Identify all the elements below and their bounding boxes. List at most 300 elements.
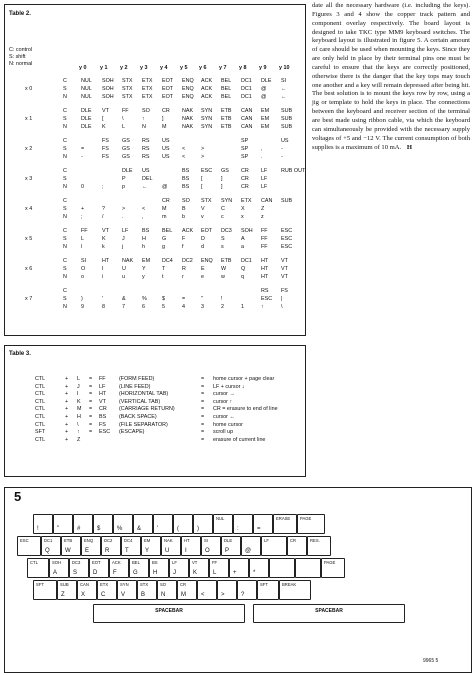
code-cell: EM (142, 258, 151, 264)
key-char-label: U (165, 548, 170, 554)
keyboard-key (49, 558, 69, 578)
row-group-label: x 4 (25, 206, 33, 212)
column-header: y 1 (100, 65, 108, 71)
code-cell: ESC (201, 168, 213, 174)
table-cell: = (89, 391, 93, 398)
figure-number: 5 (14, 489, 22, 504)
table-cell: L (77, 376, 80, 382)
code-cell: EM (261, 108, 270, 114)
key-char-label: L (213, 570, 217, 576)
code-cell: BS (182, 168, 190, 174)
body-paragraph: date all the necessary hardware (i.e. including the keys). Figures 3 and 4 show the copper track pattern and component overlay respectively. The board layout is designed to take TKC type MM9 keyboard switches. The keyboard layout is illustrated in figure 5. A certain amount of care should be used when mounting the keys. Since they are only held in place by their terminal pins one must be careful to ensure that the keys are correctly positioned, otherwise there is the danger that the key tops may touch one another and a key will remain depressed after being hit. The best solution is to mount the keys row by row, using a jig or template to hold the keys in place. The connections between the keyboard and receiver section of the terminal are best made using ribbon cable, via which the keyboard can simultaneously be provided with the necessary supply voltages of +5 and −12 V. The current consumption of both supplies is a maximum of 10 mA. (312, 2, 470, 151)
key-char-label: D (93, 570, 98, 576)
key-char-label: M (181, 592, 186, 598)
code-cell: RS (142, 138, 150, 144)
code-cell: U (122, 266, 126, 272)
table-row (5, 437, 305, 445)
code-cell: ← (281, 94, 287, 100)
keyboard-key (177, 580, 197, 600)
table-cell: CTL (35, 414, 46, 420)
key-char-label: ! (37, 526, 39, 532)
modifier-cell: C (63, 198, 67, 204)
key-code-label: DLE (224, 538, 233, 543)
code-cell: 7 (122, 304, 125, 310)
table-cell: \ (77, 421, 79, 428)
keyboard-key (217, 580, 237, 600)
table-cell: J (77, 383, 80, 390)
code-cell: ↑ (142, 116, 145, 122)
keyboard-key (153, 514, 173, 534)
column-header: y 2 (120, 65, 128, 71)
keyboard-key (73, 514, 93, 534)
column-header: y 0 (79, 65, 87, 71)
table-cell: = (201, 383, 205, 390)
keyboard-key (117, 580, 137, 600)
table-cell: (FILE SEPARATOR) (119, 421, 168, 428)
code-cell: i (102, 274, 104, 280)
table-row (5, 78, 305, 86)
code-cell: 0 (81, 184, 84, 190)
code-cell: EM (261, 124, 270, 130)
code-cell: DC1 (241, 94, 252, 100)
modifier-cell: S (63, 86, 67, 92)
key-char-label: G (133, 570, 138, 576)
code-cell: CAN (241, 124, 253, 130)
column-header: y 8 (239, 65, 247, 71)
modifier-cell: N (63, 244, 67, 250)
spacebar-key (253, 604, 405, 623)
keyboard-key (77, 580, 97, 600)
key-code-label: ACK (112, 560, 121, 565)
code-cell: US (162, 146, 170, 152)
code-cell: ETX (142, 86, 153, 92)
table-cell: LF (99, 383, 106, 390)
key-code-label: LF (172, 560, 177, 565)
key-code-label: SUB (60, 582, 69, 587)
key-code-label: RES. (310, 538, 320, 543)
code-cell: f (182, 244, 184, 250)
code-cell: VT (281, 258, 288, 264)
key-char-label: = (257, 526, 261, 532)
code-cell: NAK (182, 108, 194, 114)
code-cell: ' (102, 296, 104, 302)
keyboard-key (97, 580, 117, 600)
code-cell: SOH (102, 94, 114, 100)
code-cell: = (81, 146, 85, 152)
key-code-label: NUL (216, 516, 225, 521)
code-cell: ESC (261, 296, 273, 302)
code-cell: E (201, 266, 205, 272)
code-cell: CR (241, 168, 249, 174)
key-code-label: ERASE (276, 516, 291, 521)
table-cell: CTL (35, 421, 46, 428)
keyboard-key (273, 514, 297, 534)
code-cell: " (201, 296, 203, 302)
code-cell: 9 (81, 304, 84, 310)
table-row (5, 288, 305, 296)
code-cell: . (122, 214, 124, 220)
code-cell: C (221, 206, 225, 212)
code-cell: GS (221, 168, 229, 174)
keyboard-key (109, 558, 129, 578)
code-cell: L (81, 236, 84, 242)
keyboard-key (193, 514, 213, 534)
keyboard-key (221, 536, 241, 556)
code-cell: FS (102, 146, 109, 152)
table-row (5, 176, 305, 184)
key-char-label: ? (241, 592, 245, 598)
keyboard-key (237, 580, 257, 600)
key-code-label: CR (180, 582, 187, 587)
code-cell: FF (261, 236, 268, 242)
table-row (5, 274, 305, 282)
code-cell: < (182, 146, 186, 152)
code-cell: DC3 (221, 228, 232, 234)
code-cell: FS (102, 138, 109, 144)
code-cell: BEL (221, 94, 232, 100)
key-code-label: VT (192, 560, 198, 565)
key-char-label: R (105, 548, 110, 554)
keyboard-key (101, 536, 121, 556)
modifier-cell: C (63, 228, 67, 234)
code-cell: m (162, 214, 167, 220)
keyboard-key (213, 514, 233, 534)
code-cell: F (182, 236, 186, 242)
code-cell: SI (81, 258, 87, 264)
key-code-label: DC2 (104, 538, 113, 543)
key-code-label: SI (204, 538, 208, 543)
spacebar-label: SPACEBAR (315, 608, 343, 614)
key-char-label: V (121, 592, 126, 598)
code-cell: NUL (81, 86, 92, 92)
table-cell: (CARRIAGE RETURN) (119, 406, 175, 413)
code-cell: SYN (221, 198, 233, 204)
key-code-label: EOT (92, 560, 101, 565)
code-cell: DLE (81, 116, 92, 122)
key-char-label: T (125, 548, 129, 554)
modifier-cell: N (63, 304, 67, 310)
table-row (5, 116, 305, 124)
code-cell: SYN (201, 108, 213, 114)
code-cell: x (241, 214, 244, 220)
code-cell: HT (261, 258, 269, 264)
code-cell: EOT (162, 86, 174, 92)
code-cell: 2 (221, 304, 224, 310)
keyboard-key (89, 558, 109, 578)
code-cell: BEL (221, 78, 232, 84)
keyboard-key (157, 580, 177, 600)
table-row (5, 86, 305, 94)
code-cell: M (162, 206, 167, 212)
key-code-label: CTL (30, 560, 38, 565)
table-cell: CTL (35, 376, 46, 382)
keyboard-key (201, 536, 221, 556)
keyboard-key (149, 558, 169, 578)
key-code-label: SFT (36, 582, 44, 587)
code-cell: W (221, 266, 227, 272)
keyboard-key (295, 558, 321, 578)
code-cell: EM (261, 116, 270, 122)
modifier-cell: S (63, 116, 67, 122)
code-cell: HT (102, 258, 110, 264)
keyboard-key (27, 558, 49, 578)
table-cell: (FORM FEED) (119, 376, 155, 382)
table-2-column-headers (5, 65, 305, 73)
key-code-label: CR (290, 538, 297, 543)
key-code-label: PAGE (324, 560, 336, 565)
table-row (5, 206, 305, 214)
code-cell: S (221, 236, 225, 242)
code-cell: RS (142, 146, 150, 152)
code-cell: j (122, 244, 124, 250)
code-cell: , (142, 214, 144, 220)
keyboard-key (141, 536, 161, 556)
code-cell: SO (182, 198, 190, 204)
code-cell: R (182, 266, 186, 272)
key-char-label: Y (145, 548, 150, 554)
modifier-cell: S (63, 296, 67, 302)
key-char-label: : (237, 526, 239, 532)
code-cell: - (81, 154, 83, 160)
code-cell: ENQ (201, 258, 213, 264)
spacebar-label: SPACEBAR (155, 608, 183, 614)
code-cell: SYN (201, 116, 213, 122)
code-cell: SUB (281, 124, 293, 130)
key-char-label: N (161, 592, 166, 598)
modifier-cell: C (63, 108, 67, 114)
keyboard-key (129, 558, 149, 578)
key-char-label: W (65, 548, 71, 554)
code-cell: STX (122, 78, 133, 84)
code-cell: A (241, 236, 245, 242)
table-cell: FF (99, 376, 106, 382)
table-cell: + (65, 414, 69, 420)
key-char-label: * (253, 570, 256, 576)
key-char-label: B (141, 592, 146, 598)
code-cell: $ (162, 296, 165, 302)
spacebar-key (93, 604, 245, 623)
table-2 (4, 4, 306, 336)
code-cell: SO (142, 108, 150, 114)
key-code-label: ESC (20, 538, 29, 543)
table-row (5, 236, 305, 244)
code-cell: X (241, 206, 245, 212)
key-char-label: X (81, 592, 86, 598)
code-cell: FF (122, 108, 129, 114)
key-code-label: SOH (52, 560, 62, 565)
code-cell: > (201, 146, 205, 152)
key-char-label: & (137, 526, 142, 532)
table-cell: + (65, 429, 69, 436)
column-header: y 3 (140, 65, 148, 71)
code-cell: = (182, 296, 186, 302)
table-cell: H (77, 414, 81, 420)
code-cell: VT (281, 266, 288, 272)
table-cell: LF + cursor ↓ (213, 383, 245, 390)
code-cell: EOT (162, 94, 174, 100)
table-cell: = (201, 436, 205, 443)
key-code-label: BREAK (282, 582, 297, 587)
keyboard-layout (5, 488, 471, 672)
table-cell: M (77, 406, 82, 413)
column-header: y 4 (160, 65, 168, 71)
code-cell: FF (81, 228, 88, 234)
code-cell: EOT (162, 78, 174, 84)
keyboard-key (197, 580, 217, 600)
code-cell: CR (241, 184, 249, 190)
table-cell: + (65, 436, 69, 443)
column-header: y 6 (199, 65, 207, 71)
key-code-label: ETX (100, 582, 109, 587)
table-row (5, 108, 305, 116)
keyboard-key (279, 580, 311, 600)
modifier-cell: S (63, 146, 67, 152)
code-cell: r (182, 274, 184, 280)
key-char-label: E (85, 548, 90, 554)
key-char-label: + (233, 570, 237, 576)
code-cell: ↑ (261, 304, 264, 310)
key-code-label: HT (184, 538, 190, 543)
code-cell: a (241, 244, 244, 250)
key-code-label: CAN (80, 582, 89, 587)
key-char-label: C (101, 592, 106, 598)
row-group-label: x 2 (25, 146, 33, 152)
code-cell: K (102, 124, 106, 130)
table-cell: cursor → (213, 391, 235, 398)
table-cell: = (89, 383, 93, 390)
table-row (5, 124, 305, 132)
code-cell: > (122, 206, 126, 212)
code-cell: SP (241, 138, 249, 144)
code-cell: SUB (281, 116, 293, 122)
table-cell: = (201, 391, 205, 398)
code-cell: y (142, 274, 145, 280)
key-code-label: DC4 (124, 538, 133, 543)
code-cell: B (182, 206, 186, 212)
code-cell: g (162, 244, 165, 250)
key-char-label: ' (157, 526, 159, 532)
table-cell: Z (77, 436, 81, 443)
key-char-label: @ (245, 548, 252, 554)
code-cell: > (201, 154, 205, 160)
key-code-label: BEL (132, 560, 140, 565)
code-cell: FF (261, 228, 268, 234)
table-cell: CR (99, 406, 107, 413)
table-row (5, 146, 305, 154)
table-cell: = (201, 421, 205, 428)
keyboard-key (133, 514, 153, 534)
code-cell: US (162, 138, 170, 144)
code-cell: o (81, 274, 84, 280)
code-cell: CR (241, 176, 249, 182)
table-cell: = (89, 398, 93, 405)
keyboard-key (161, 536, 181, 556)
modifier-cell: N (63, 274, 67, 280)
code-cell: T (162, 266, 166, 272)
code-cell: CAN (241, 116, 253, 122)
table-cell: + (65, 376, 69, 382)
table-cell: CR = erasure to end of line (213, 406, 278, 413)
table-cell: (VERTICAL TAB) (119, 398, 161, 405)
modifier-cell: N (63, 214, 67, 220)
table-row (5, 258, 305, 266)
code-cell: k (102, 244, 105, 250)
keyboard-key (17, 536, 41, 556)
table-cell: = (201, 376, 205, 382)
code-cell: LF (261, 184, 268, 190)
table-cell: (ESCAPE) (119, 429, 145, 436)
code-cell: D (201, 236, 205, 242)
table-cell: CTL (35, 398, 46, 405)
code-cell: DLE (81, 108, 92, 114)
keyboard-key (287, 536, 307, 556)
keyboard-key (33, 580, 57, 600)
modifier-cell: C (63, 138, 67, 144)
table-row (5, 266, 305, 274)
table-cell: cursor ↑ (213, 398, 233, 405)
code-cell: @ (162, 184, 168, 190)
code-cell: SUB (281, 108, 293, 114)
code-cell: BEL (162, 228, 173, 234)
keyboard-key (297, 514, 325, 534)
key-char-label: $ (97, 526, 101, 532)
code-cell: SOH (102, 86, 114, 92)
table-cell: = (89, 414, 93, 420)
code-cell: STX (122, 86, 133, 92)
code-cell: NAK (182, 124, 194, 130)
code-cell: t (162, 274, 164, 280)
code-cell: RUB OUT (281, 168, 306, 174)
table-cell: CTL (35, 406, 46, 413)
body-text-column (312, 2, 470, 152)
code-cell: VT (281, 274, 288, 280)
table-cell: home cursor (213, 421, 243, 428)
table-row (5, 154, 305, 162)
key-char-label: ( (177, 526, 179, 532)
code-cell: BS (182, 176, 190, 182)
modifier-cell: C (63, 78, 67, 84)
code-cell: ! (221, 296, 223, 302)
table-2-grid (5, 5, 305, 335)
code-cell: RS (261, 288, 269, 294)
key-char-label: H (153, 570, 158, 576)
key-code-label: SFT (260, 582, 268, 587)
code-cell: DLE (261, 78, 272, 84)
code-cell: [ (201, 184, 203, 190)
key-char-label: K (193, 570, 198, 576)
code-cell: % (142, 296, 147, 302)
row-group-label: x 3 (25, 176, 33, 182)
table-cell: I (77, 391, 79, 398)
code-cell: . (261, 154, 263, 160)
code-cell: SP (241, 154, 249, 160)
code-cell: ETX (142, 78, 153, 84)
keyboard-key (261, 536, 287, 556)
code-cell: ETB (221, 108, 232, 114)
code-cell: CR (162, 198, 170, 204)
code-cell: US (281, 138, 289, 144)
code-cell: EOT (201, 228, 213, 234)
keyboard-key (169, 558, 189, 578)
table-cell: HT (99, 391, 107, 398)
keyboard-key (321, 558, 345, 578)
keyboard-key (33, 514, 53, 534)
keyboard-key (57, 580, 77, 600)
table-cell: CTL (35, 383, 46, 390)
modifier-cell: C (63, 168, 67, 174)
code-cell: ETB (221, 116, 232, 122)
code-cell: DEL (142, 176, 153, 182)
